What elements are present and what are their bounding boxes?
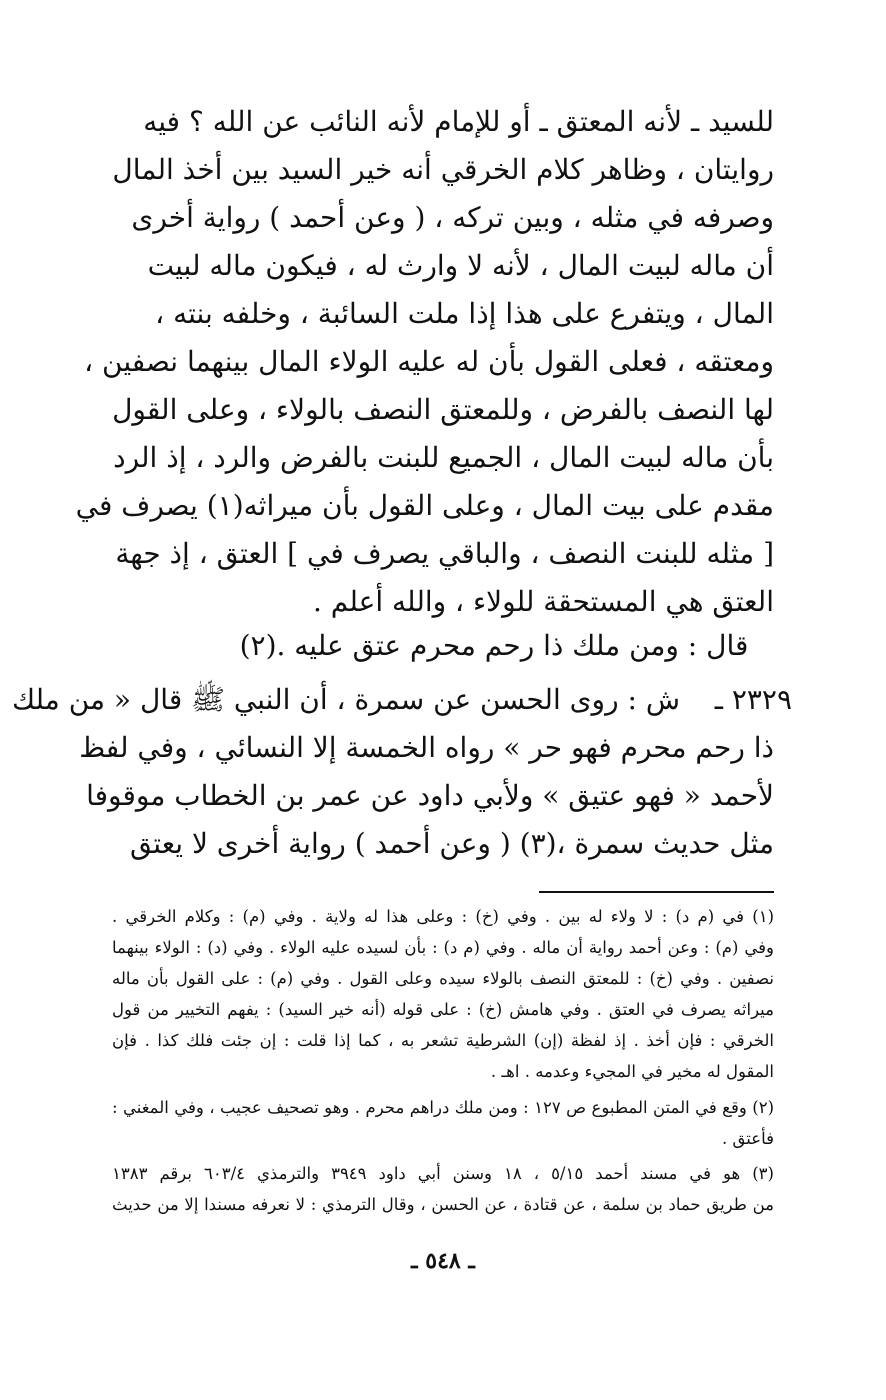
matn-statement: قال : ومن ملك ذا رحم محرم عتق عليه .(٢) — [239, 629, 749, 662]
footnote-line: (٢) وقع في المتن المطبوع ص ١٢٧ : ومن ملك دراهم محرم . وهو تصحيف عجيب ، وفي المغني : — [112, 1098, 774, 1117]
footnote-separator — [539, 891, 774, 893]
text-line: لها النصف بالفرض ، وللمعتق النصف بالولاء ، وعلى القول — [112, 393, 774, 426]
text-line: للسيد ـ لأنه المعتق ـ أو للإمام لأنه النائب عن الله ؟ فيه — [143, 105, 774, 138]
text-line: مقدم على بيت المال ، وعلى القول بأن ميراثه(١) يصرف في — [75, 489, 774, 522]
hadith-line: لأحمد « فهو عتيق » ولأبي داود عن عمر بن الخطاب موقوفا — [86, 779, 774, 812]
text-line: ومعتقه ، فعلى القول بأن له عليه الولاء المال بينهما نصفين ، — [84, 345, 774, 378]
footnote-line: فأعتق . — [722, 1129, 774, 1148]
text-line: روايتان ، وظاهر كلام الخرقي أنه خير السيد بين أخذ المال — [112, 153, 774, 186]
footnote-line: (٣) هو في مسند أحمد ٥/١٥ ، ١٨ وسنن أبي داود ٣٩٤٩ والترمذي ٦٠٣/٤ برقم ١٣٨٣ — [112, 1164, 774, 1183]
footnote-line: من طريق حماد بن سلمة ، عن قتادة ، عن الحسن ، وقال الترمذي : لا نعرفه مسندا إلا من حديث — [112, 1195, 774, 1214]
footnote-line: نصفين . وفي (خ) : للمعتق النصف بالولاء سيده وعلى القول . وفي (م) : على القول بأن ماله — [112, 969, 774, 988]
page-number: ـ ٥٤٨ ـ — [411, 1248, 475, 1274]
text-line: [ مثله للبنت النصف ، والباقي يصرف في ] العتق ، إذ جهة — [115, 537, 774, 570]
footnote-line: ميراثه يصرف في العتق . وفي هامش (خ) : على قوله (أنه خير السيد) : يفهم التخيير من قول — [112, 1000, 774, 1019]
text-line-last: العتق هي المستحقة للولاء ، والله أعلم . — [312, 585, 774, 618]
footnote-line: الخرقي : فإن أخذ . إذ لفظة (إن) الشرطية تشعر به ، كما إذا قلت : إن جئت فلك كذا . فإن — [112, 1031, 774, 1050]
hadith-number: ٢٣٢٩ ـ — [714, 683, 792, 716]
text-line: بأن ماله لبيت المال ، الجميع للبنت بالفرض والرد ، إذ الرد — [113, 441, 774, 474]
footnote-line: وفي (م) : وعن أحمد رواية أن ماله . وفي (م د) : بأن لسيده عليه الولاء . وفي (د) : الولاء بينهما — [112, 938, 774, 957]
hadith-line: ذا رحم محرم فهو حر » رواه الخمسة إلا النسائي ، وفي لفظ — [79, 731, 774, 764]
hadith-line: ش : روى الحسن عن سمرة ، أن النبي ﷺ قال « من ملك — [11, 683, 680, 716]
text-line: أن ماله لبيت المال ، لأنه لا وارث له ، فيكون ماله لبيت — [147, 249, 774, 282]
text-line: المال ، ويتفرع على هذا إذا ملت السائبة ، وخلفه بنته ، — [155, 297, 774, 330]
hadith-line: مثل حديث سمرة ،(٣) ( وعن أحمد ) رواية أخرى لا يعتق — [129, 827, 774, 860]
footnote-line: المقول له مخير في المجيء وعدمه . اهـ . — [490, 1062, 774, 1081]
footnote-line: (١) في (م د) : لا ولاء له بين . وفي (خ) : وعلى هذا له ولاية . وفي (م) : وكلام الخرقي . — [112, 907, 774, 926]
text-line: وصرفه في مثله ، وبين تركه ، ( وعن أحمد ) رواية أخرى — [131, 201, 774, 234]
